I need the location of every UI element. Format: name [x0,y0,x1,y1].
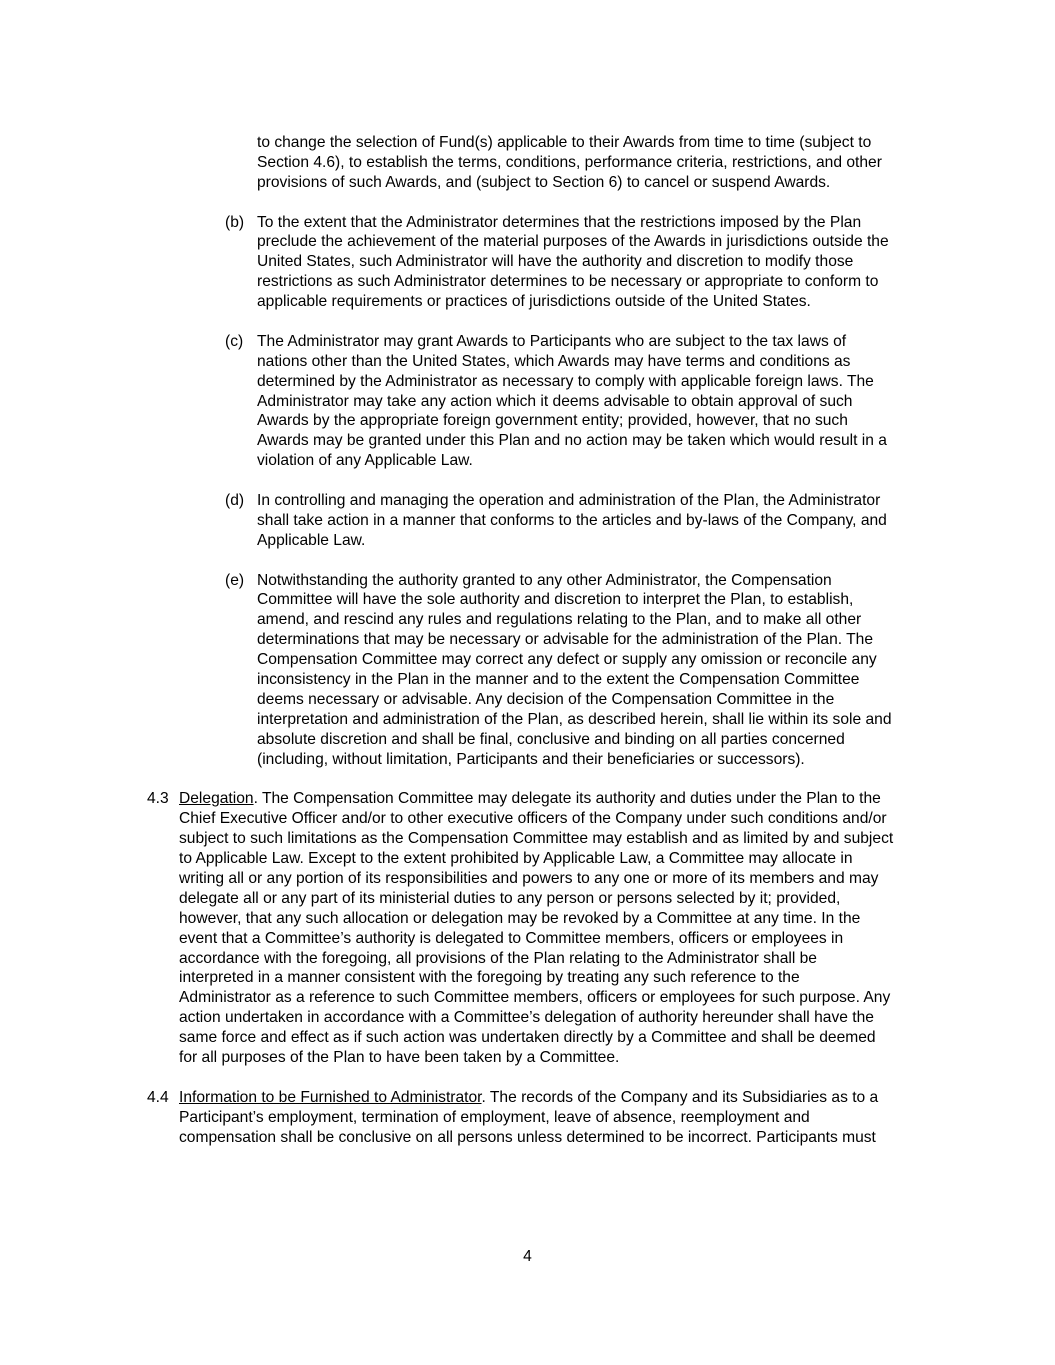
section-heading: Delegation [179,790,254,808]
paragraph-label: (e) [225,571,245,589]
line-text: event that a Committee’s authority is delegated to Committee members, officers or employees in [179,929,844,947]
text-line [179,1028,1055,1048]
line-text: Participant’s employment, termination of employment, leave of absence, reemployment and [179,1108,810,1126]
text-line [257,491,1055,511]
line-text: Administrator as a reference to such Committee members, officers or employees for such purpose. Any [179,989,891,1007]
text-line [179,988,1055,1008]
text-line [257,531,1055,551]
line-text: however, that any such allocation or delegation may be revoked by a Committee at any time. In the [179,909,861,927]
subsection-paragraph [0,213,1055,312]
line-text: same force and effect as if such action was undertaken directly by a Committee and shall be deemed [179,1029,876,1047]
text-line [257,730,1055,750]
paragraph-label: 4.3 [147,790,169,808]
text-line [257,411,1055,431]
text-line [257,292,1055,312]
text-line [257,213,1055,233]
text-line [257,610,1055,630]
line-text: restrictions as such Administrator determines to be necessary or appropriate to conform to [257,273,879,291]
line-text: United States, such Administrator will have the authority and discretion to modify those [257,253,854,271]
line-text: compensation shall be conclusive on all persons unless determined to be incorrect. Participants must [179,1128,876,1146]
text-line [179,1088,1055,1108]
line-text: To the extent that the Administrator determines that the restrictions imposed by the Plan [257,213,862,231]
line-text: preclude the achievement of the material purposes of the Awards in jurisdictions outside the [257,233,889,251]
section-paragraph [0,1088,1055,1148]
line-text: writing all or any portion of its responsibilities and powers to any one or more of its members and may [179,869,879,887]
text-line [179,889,1055,909]
paragraph-label: 4.4 [147,1088,169,1106]
text-line [257,710,1055,730]
line-text: shall take action in a manner that conforms to the articles and by-laws of the Company, and [257,511,887,529]
line-text: action undertaken in accordance with a Committee’s delegation of authority hereunder shall have the [179,1009,874,1027]
line-text: interpreted in a manner consistent with the foregoing by treating any such reference to the [179,969,800,987]
text-line [179,949,1055,969]
text-line [257,232,1055,252]
line-text: to Applicable Law. Except to the extent prohibited by Applicable Law, a Committee may allocate in [179,850,853,868]
text-line [179,1048,1055,1068]
text-line [257,133,1055,153]
text-line [257,392,1055,412]
line-text: applicable requirements or practices of jurisdictions outside of the United States. [257,293,811,311]
text-line [257,750,1055,770]
line-text: accordance with the foregoing, all provisions of the Plan relating to the Administrator shall be [179,949,817,967]
line-text: violation of any Applicable Law. [257,452,473,470]
line-text: determinations that may be necessary or advisable for the administration of the Plan. The [257,631,873,649]
text-line [179,929,1055,949]
line-text: Administrator may take any action which it deems advisable to obtain approval of such [257,392,853,410]
text-line [257,650,1055,670]
line-text: The Administrator may grant Awards to Participants who are subject to the tax laws of [257,332,847,350]
line-text: Committee will have the sole authority and discretion to interpret the Plan, to establish, [257,591,854,609]
text-line [179,809,1055,829]
text-line [179,849,1055,869]
text-line [179,829,1055,849]
line-text: provisions of such Awards, and (subject to Section 6) to cancel or suspend Awards. [257,173,831,191]
text-line [257,372,1055,392]
text-line [257,571,1055,591]
line-text: Awards by the appropriate foreign government entity; provided, however, that no such [257,412,848,430]
line-text: In controlling and managing the operation and administration of the Plan, the Administrator [257,492,881,510]
section-paragraph [0,789,1055,1067]
line-text: Section 4.6), to establish the terms, conditions, performance criteria, restrictions, and other [257,153,882,171]
text-line [257,511,1055,531]
line-text: inconsistency in the Plan in the manner and to the extent the Compensation Committee [257,671,860,689]
text-line [257,252,1055,272]
line-text: interpretation and administration of the Plan, as described herein, shall lie within its sole and [257,710,892,728]
line-text: Compensation Committee may correct any defect or supply any omission or reconcile any [257,651,877,669]
line-text: subject to such limitations as the Compensation Committee may establish and as limited by and subject [179,830,894,848]
text-line [257,332,1055,352]
subsection-paragraph [0,133,1055,193]
line-text: . The Compensation Committee may delegate its authority and duties under the Plan to the [253,790,881,808]
line-text: nations other than the United States, which Awards may have terms and conditions as [257,352,851,370]
text-line [179,968,1055,988]
subsection-paragraph [0,332,1055,471]
line-text: amend, and rescind any rules and regulations relating to the Plan, and to make all other [257,611,862,629]
text-line [257,670,1055,690]
line-text: determined by the Administrator as necessary to comply with applicable foreign laws. The [257,372,874,390]
line-text: Awards may be granted under this Plan and no action may be taken which would result in a [257,432,887,450]
text-line [257,352,1055,372]
text-line [257,153,1055,173]
line-text: . The records of the Company and its Subsidiaries as to a [481,1088,879,1106]
text-line [257,690,1055,710]
subsection-paragraph [0,571,1055,770]
text-line [257,431,1055,451]
document-page [0,133,1055,1167]
text-line [179,1008,1055,1028]
line-text: Notwithstanding the authority granted to any other Administrator, the Compensation [257,571,832,589]
paragraph-label: (b) [225,213,245,231]
paragraph-label: (c) [225,332,244,350]
text-line [179,1108,1055,1128]
line-text: deems necessary or advisable. Any decision of the Compensation Committee in the [257,690,835,708]
text-line [257,272,1055,292]
line-text: to change the selection of Fund(s) applicable to their Awards from time to time (subject to [257,134,872,151]
text-line [179,1128,1055,1148]
text-line [179,869,1055,889]
text-line [257,451,1055,471]
text-line [257,590,1055,610]
line-text: Applicable Law. [257,531,366,549]
line-text: delegate all or any part of its ministerial duties to any person or persons selected by it; provided, [179,889,841,907]
line-text: Chief Executive Officer and/or to other executive officers of the Company under such conditions and/or [179,810,887,828]
page-number: 4 [523,1248,532,1265]
text-line [179,789,1055,809]
subsection-paragraph [0,491,1055,551]
section-heading: Information to be Furnished to Administrator [179,1088,482,1106]
line-text: for all purposes of the Plan to have been taken by a Committee. [179,1048,620,1066]
text-line [257,173,1055,193]
text-line [257,630,1055,650]
paragraph-label: (d) [225,492,245,510]
text-line [179,909,1055,929]
line-text: (including, without limitation, Participants and their beneficiaries or successors). [257,750,805,768]
line-text: absolute discretion and shall be final, conclusive and binding on all parties concerned [257,730,845,748]
